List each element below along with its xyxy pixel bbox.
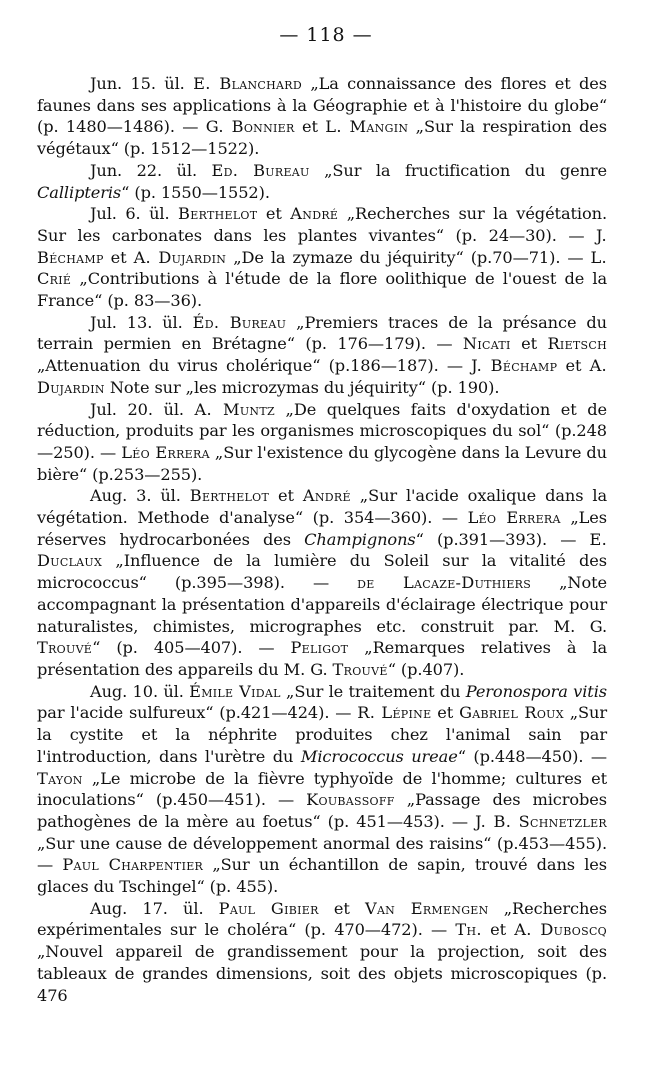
entry-date: Aug. 3. ül. bbox=[90, 486, 181, 506]
entry-text: et bbox=[103, 247, 134, 267]
entry-jun-15 bbox=[37, 73, 607, 160]
text-body bbox=[37, 73, 607, 1006]
author-name: Trouvé bbox=[332, 659, 388, 679]
entry-date: Jun. 22. ül. bbox=[90, 160, 197, 180]
entry-text: Note sur „les microzymas du jéquirity“ (p. 190). bbox=[104, 377, 500, 397]
entry-text: et bbox=[481, 920, 515, 940]
entry-text: „Sur un échantillon de sapin, trouvé dans les glaces du Tschingel“ (p. 455). bbox=[37, 855, 607, 897]
author-name: L. Mangin bbox=[325, 117, 409, 137]
author-name: J. Béchamp bbox=[471, 356, 558, 376]
author-name: E. Blanchard bbox=[193, 74, 302, 93]
author-name: Émile Vidal bbox=[189, 681, 281, 701]
entry-text: „Influence de la lumière du Soleil sur la vitalité des micrococcus“ (p.395—398). — bbox=[37, 551, 607, 593]
entry-text: “ (p. 405—407). — bbox=[92, 638, 291, 658]
entry-text: „La connaissance des flores et des faunes dans ses applications à la Géographie et à l'histoire du globe“ (p. 1480—1486). — bbox=[37, 74, 607, 137]
entry-aug-10 bbox=[37, 681, 607, 898]
entry-text: „Sur le traitement du bbox=[280, 681, 466, 701]
entry-text bbox=[197, 161, 212, 180]
entry-text bbox=[203, 899, 218, 918]
entry-jul-6 bbox=[37, 203, 607, 312]
entry-text: „Remarques relatives à la présentation des appareils du M. G. bbox=[37, 638, 608, 679]
author-name: Paul Charpentier bbox=[62, 855, 204, 875]
author-name: André bbox=[302, 486, 351, 506]
entry-date: Jul. 6. ül. bbox=[90, 204, 170, 224]
entry-date: Jul. 13. ül. bbox=[90, 312, 183, 332]
entry-text: „Sur la respiration des végétaux“ (p. 1512—1522). bbox=[37, 117, 607, 159]
author-name: A. Muntz bbox=[194, 399, 275, 419]
entry-text: par l'acide sulfureux“ (p.421—424). — bbox=[37, 703, 358, 723]
entry-text: “ (p. 1550—1552). bbox=[121, 182, 270, 202]
author-name: Koubassoff bbox=[306, 790, 395, 810]
entry-text: „Les réserves hydrocarbonées des bbox=[37, 508, 607, 549]
entry-aug-3 bbox=[37, 485, 607, 680]
entry-text bbox=[183, 313, 193, 332]
entry-text: et bbox=[294, 117, 326, 137]
entry-text: „Premiers traces de la présance du terrain permien en Brétagne“ (p. 176—179). — bbox=[37, 312, 607, 354]
entry-date: Aug. 17. ül. bbox=[90, 898, 204, 918]
entry-text: et bbox=[318, 898, 365, 918]
page-number: — 118 — bbox=[279, 24, 373, 46]
entry-text: et bbox=[510, 334, 548, 354]
author-name: André bbox=[290, 204, 339, 224]
entry-text: „Contributions à l'étude de la flore oolithique de l'ouest de la France“ (p. 83—36). bbox=[37, 269, 607, 311]
entry-date: Jun. 15. ül. bbox=[90, 74, 185, 93]
author-name: Léo Errera bbox=[467, 508, 561, 528]
entry-aug-17 bbox=[37, 898, 607, 1007]
entry-text: „Nouvel appareil de grandissement pour la projection, soit des tableaux de grandes dimensions, soit des objets microscopiques (p. 476 bbox=[37, 942, 607, 1005]
author-name: G. Bonnier bbox=[205, 117, 295, 137]
author-name: Van Ermengen bbox=[364, 898, 489, 918]
entry-text: „Recherches sur la végétation. Sur les carbonates dans les plantes vivantes“ (p. 24—30). — bbox=[37, 204, 607, 245]
author-name: Peligot bbox=[290, 638, 349, 658]
entry-date: Aug. 10. ül. bbox=[90, 681, 184, 701]
author-name: A. Dujardin bbox=[37, 356, 607, 397]
entry-text: “ (p.448—450). — bbox=[457, 746, 607, 766]
author-name: J. B. Schnetzler bbox=[475, 811, 607, 831]
author-name: Léo Errera bbox=[121, 442, 210, 462]
entry-text: „Sur la fructification du genre bbox=[309, 160, 608, 180]
entry-text: „Sur l'acide oxalique dans la végétation. Methode d'analyse“ (p. 354—360). — bbox=[37, 486, 607, 528]
author-name: Trouvé bbox=[37, 638, 93, 658]
entry-text: „De la zymaze du jéquirity“ (p.70—71). — bbox=[226, 247, 591, 267]
entry-text: et bbox=[269, 486, 303, 506]
entry-text: “ (p.407). bbox=[387, 659, 465, 679]
entry-text: et bbox=[257, 204, 291, 224]
entry-text bbox=[185, 74, 193, 93]
author-name: L. Crié bbox=[37, 247, 607, 289]
entry-text: „Passage des microbes pathogènes de la mère au foetus“ (p. 451—453). — bbox=[37, 790, 607, 831]
italic-term: Micrococcus ureae bbox=[300, 746, 458, 766]
italic-term: Peronospora vitis bbox=[465, 681, 607, 701]
entry-jul-20 bbox=[37, 399, 607, 486]
author-name: Éd. Bureau bbox=[192, 312, 287, 332]
author-name: Berthelot bbox=[189, 486, 270, 506]
entry-text: „Le microbe de la fièvre typhyoïde de l'homme; cultures et inoculations“ (p.450—451). — bbox=[37, 768, 607, 810]
author-name: de Lacaze-Duthiers bbox=[357, 573, 532, 593]
entry-text: „Sur la cystite et la néphrite produites chez l'animal sain par l'introduction, dans l'urètre du bbox=[37, 703, 607, 766]
author-name: Berthelot bbox=[178, 204, 258, 224]
author-name: J. Béchamp bbox=[37, 225, 607, 267]
entry-text: „Sur l'existence du glycogène dans la Levure du bière“ (p.253—255). bbox=[37, 442, 607, 484]
entry-text bbox=[184, 400, 195, 419]
author-name: A. Dujardin bbox=[133, 247, 227, 267]
author-name: Paul Gibier bbox=[218, 898, 319, 918]
entry-text: et bbox=[557, 356, 590, 376]
entry-text bbox=[181, 486, 190, 505]
entry-text: “ (p.391—393). — bbox=[415, 529, 590, 549]
entry-text: „De quelques faits d'oxydation et de réduction, produits par les organismes microscopiques du sol“ (p.248—250). — bbox=[37, 399, 607, 462]
entry-text bbox=[170, 204, 179, 223]
author-name: Gabriel Roux bbox=[459, 703, 564, 723]
author-name: Rietsch bbox=[547, 334, 607, 354]
italic-term: Callipteris bbox=[37, 182, 122, 202]
author-name: Ed. Bureau bbox=[211, 160, 310, 180]
author-name: Tayon bbox=[37, 768, 83, 788]
author-name: Nicati bbox=[462, 334, 511, 354]
entry-text: „Sur une cause de développement anormal des raisins“ (p.453—455). — bbox=[37, 833, 607, 875]
entry-text: „Recherches expérimentales sur le choléra“ (p. 470—472). — bbox=[37, 898, 607, 940]
entry-jul-13 bbox=[37, 312, 607, 399]
entry-date: Jul. 20. ül. bbox=[90, 399, 184, 419]
author-name: R. Lépine bbox=[357, 703, 432, 723]
italic-term: Champignons bbox=[304, 529, 416, 549]
author-name: Th. bbox=[455, 920, 482, 940]
entry-text: et bbox=[431, 703, 460, 723]
entry-jun-22 bbox=[37, 160, 607, 203]
author-name: E. Duclaux bbox=[37, 529, 608, 571]
author-name: A. Duboscq bbox=[514, 920, 607, 940]
entry-text: „Attenuation du virus cholérique“ (p.186—187). — bbox=[37, 356, 472, 376]
entry-text: „Note accompagnant la présentation d'appareils d'éclairage électrique pour naturalistes, chimistes, micrographes etc. construit par. M. G. bbox=[37, 573, 607, 636]
